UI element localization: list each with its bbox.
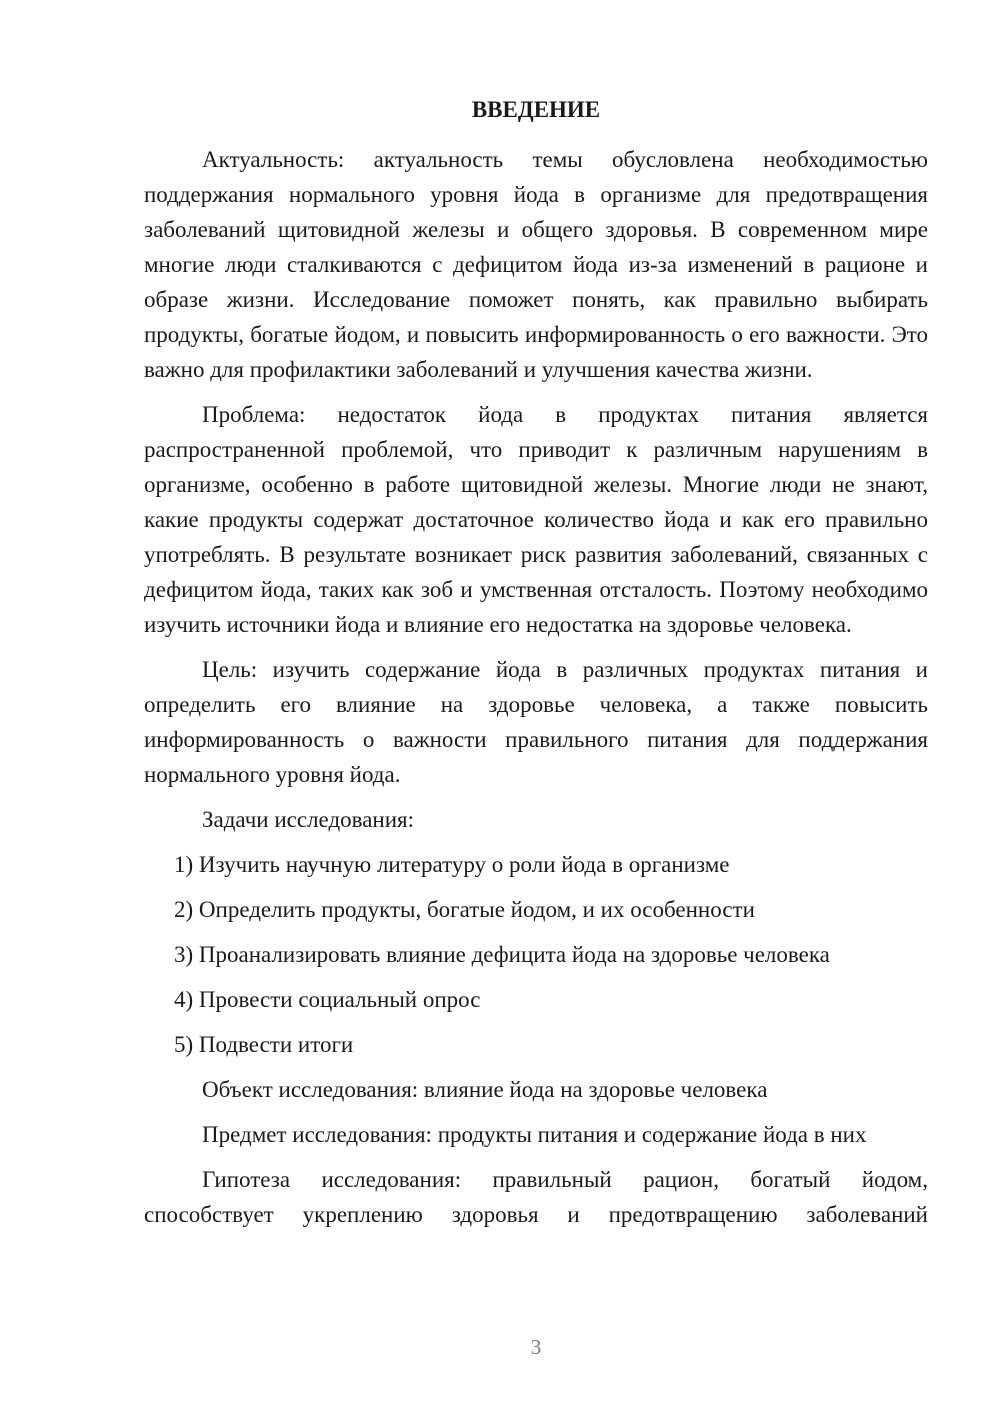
paragraph-hypothesis: Гипотеза исследования: правильный рацион, богатый йодом, способствует укреплению здоровья и предотвращению заболеваний — [144, 1167, 928, 1227]
tasks-heading: Задачи исследования: — [202, 807, 415, 832]
task-item: 5) Подвести итоги — [174, 1032, 354, 1057]
paragraph-problem: Проблема: недостаток йода в продуктах питания является распространенной проблемой, что приводит к различным нарушениям в организме, особенно в работе щитовидной железы. Многие люди не знают, какие продукты содержат достаточное количество йода и как его правильно употреблять. В результате возникает риск развития заболеваний, связанных с дефицитом йода, таких как зоб и умственная отсталость. Поэтому необходимо изучить источники йода и влияние его недостатка на здоровье человека. — [144, 402, 928, 637]
task-item: 4) Провести социальный опрос — [174, 987, 481, 1012]
task-item: 1) Изучить научную литературу о роли йода в организме — [174, 852, 730, 877]
section-title: ВВЕДЕНИЕ — [471, 97, 601, 122]
task-item: 3) Проанализировать влияние дефицита йода на здоровье человека — [174, 942, 830, 967]
task-item: 2) Определить продукты, богатые йодом, и их особенности — [174, 897, 755, 922]
paragraph-goal: Цель: изучить содержание йода в различных продуктах питания и определить его влияние на здоровье человека, а также повысить информированность о важности правильного питания для поддержания нормального уровня йода. — [144, 657, 928, 787]
paragraph-object: Объект исследования: влияние йода на здоровье человека — [202, 1077, 768, 1102]
page-number: 3 — [530, 1335, 542, 1359]
document-body — [144, 142, 928, 1232]
paragraph-subject: Предмет исследования: продукты питания и содержание йода в них — [202, 1122, 867, 1147]
paragraph-relevance: Актуальность: актуальность темы обусловлена необходимостью поддержания нормального уровня йода в организме для предотвращения заболеваний щитовидной железы и общего здоровья. В современном мире многие люди сталкиваются с дефицитом йода из-за изменений в рационе и образе жизни. Исследование поможет понять, как правильно выбирать продукты, богатые йодом, и повысить информированность о его важности. Это важно для профилактики заболеваний и улучшения качества жизни. — [144, 147, 928, 382]
